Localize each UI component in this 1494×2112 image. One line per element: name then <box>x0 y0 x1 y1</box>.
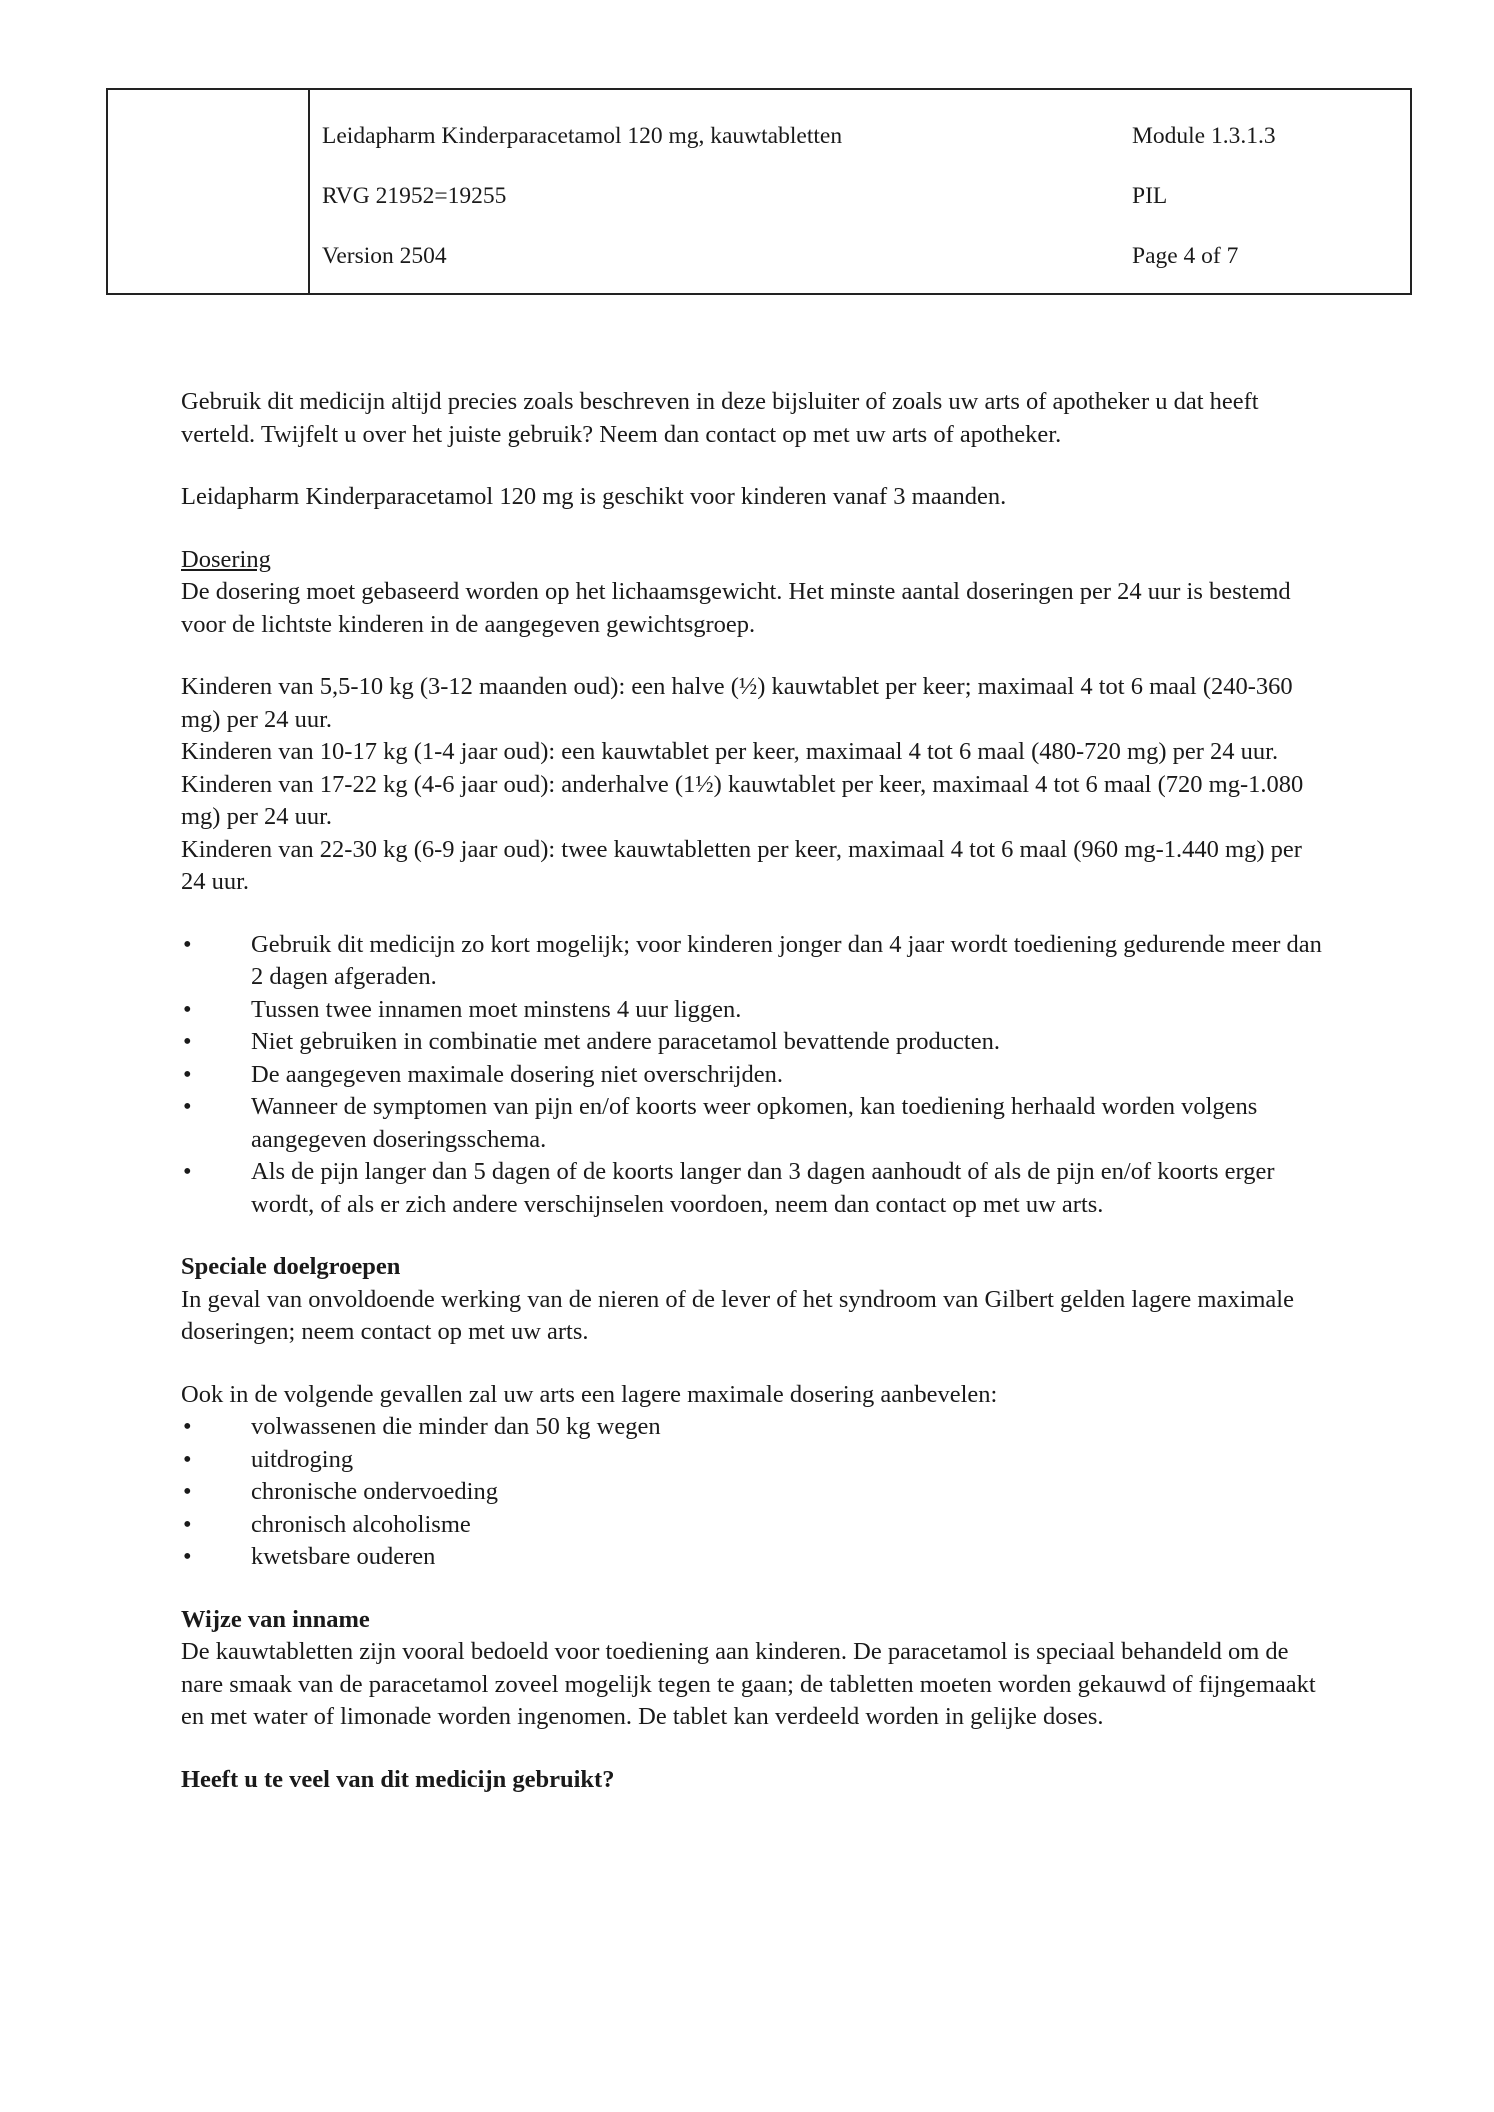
list-item-text: chronische ondervoeding <box>251 1478 498 1505</box>
bullet-icon: • <box>183 930 192 958</box>
lower-dose-list <box>181 1411 1331 1574</box>
pil-label: PIL <box>1132 183 1168 209</box>
list-item <box>181 1059 1331 1092</box>
lower-dose-intro: Ook in de volgende gevallen zal uw arts een lagere maximale dosering aanbevelen: <box>181 1380 998 1408</box>
dosering-heading: Dosering <box>181 545 271 573</box>
bullet-icon: • <box>183 1478 192 1505</box>
dosering-paragraph: De dosering moet gebaseerd worden op het lichaamsgewicht. Het minste aantal doseringen per 24 uur is bestemd voor de lichtste kinderen in de aangegeven gewichtsgroep. <box>181 578 1291 638</box>
list-item <box>181 994 1331 1027</box>
dose-list <box>181 671 1331 899</box>
rvg-number: RVG 21952=19255 <box>322 183 507 209</box>
wijze-heading: Wijze van inname <box>181 1605 370 1633</box>
list-item-text: volwassenen die minder dan 50 kg wegen <box>251 1413 661 1440</box>
list-item <box>181 1541 1331 1574</box>
speciale-paragraph: In geval van onvoldoende werking van de nieren of de lever of het syndroom van Gilbert gelden lagere maximale doseringen; neem contact op met uw arts. <box>181 1285 1294 1345</box>
list-item-text: Tussen twee innamen moet minstens 4 uur liggen. <box>251 995 742 1023</box>
bullet-icon: • <box>183 995 192 1023</box>
document-body <box>181 386 1331 1796</box>
list-item <box>181 1444 1331 1477</box>
overdose-heading: Heeft u te veel van dit medicijn gebruikt? <box>181 1765 615 1793</box>
bullet-icon: • <box>183 1543 192 1570</box>
product-title: Leidapharm Kinderparacetamol 120 mg, kauwtabletten <box>322 123 843 149</box>
list-item <box>181 1509 1331 1542</box>
list-item <box>181 1026 1331 1059</box>
list-item-text: Wanneer de symptomen van pijn en/of koorts weer opkomen, kan toediening herhaald worden volgens aangegeven doseringsschema. <box>251 1093 1258 1153</box>
module-label: Module 1.3.1.3 <box>1132 123 1276 149</box>
speciale-heading: Speciale doelgroepen <box>181 1253 401 1280</box>
header-divider <box>308 90 310 293</box>
list-item <box>181 1411 1331 1444</box>
list-item-text: Gebruik dit medicijn zo kort mogelijk; voor kinderen jonger dan 4 jaar wordt toediening gedurende meer dan 2 dagen afgeraden. <box>251 930 1322 990</box>
bullet-icon: • <box>183 1093 192 1120</box>
wijze-paragraph: De kauwtabletten zijn vooral bedoeld voor toediening aan kinderen. De paracetamol is speciaal behandeld om de nare smaak van de paracetamol zoveel mogelijk tegen te gaan; de tabletten moeten worden gekauwd of fijngemaakt en met water of limonade worden ingenomen. De tablet kan verdeeld worden in gelijke doses. <box>181 1638 1316 1730</box>
version-label: Version 2504 <box>322 243 447 269</box>
bullet-icon: • <box>183 1158 192 1185</box>
dose-item: Kinderen van 10-17 kg (1-4 jaar oud): een kauwtablet per keer, maximaal 4 tot 6 maal (480-720 mg) per 24 uur. <box>181 738 1279 765</box>
list-item-text: Als de pijn langer dan 5 dagen of de koorts langer dan 3 dagen aanhoudt of als de pijn en/of koorts erger wordt, of als er zich andere verschijnselen voordoen, neem dan contact op met uw arts. <box>251 1158 1275 1218</box>
bullet-icon: • <box>183 1028 192 1055</box>
list-item <box>181 1156 1331 1221</box>
bullet-icon: • <box>183 1445 192 1473</box>
list-item-text: De aangegeven maximale dosering niet overschrijden. <box>251 1060 783 1088</box>
list-item-text: Niet gebruiken in combinatie met andere paracetamol bevattende producten. <box>251 1028 1000 1055</box>
dose-item: Kinderen van 17-22 kg (4-6 jaar oud): anderhalve (1½) kauwtablet per keer, maximaal 4 tot 6 maal (720 mg-1.080 mg) per 24 uur. <box>181 770 1304 830</box>
bullet-icon: • <box>183 1060 192 1088</box>
list-item-text: chronisch alcoholisme <box>251 1510 471 1538</box>
page-number: Page 4 of 7 <box>1132 243 1239 269</box>
list-item <box>181 929 1331 994</box>
bullet-icon: • <box>183 1413 192 1440</box>
intro-paragraph: Gebruik dit medicijn altijd precies zoals beschreven in deze bijsluiter of zoals uw arts of apotheker u dat heeft verteld. Twijfelt u over het juiste gebruik? Neem dan contact op met uw arts of apotheker. <box>181 388 1259 448</box>
warnings-list <box>181 929 1331 1222</box>
dose-item: Kinderen van 5,5-10 kg (3-12 maanden oud): een halve (½) kauwtablet per keer; maximaal 4 tot 6 maal (240-360 mg) per 24 uur. <box>181 673 1293 733</box>
list-item-text: uitdroging <box>251 1445 354 1473</box>
dose-item: Kinderen van 22-30 kg (6-9 jaar oud): twee kauwtabletten per keer, maximaal 4 tot 6 maal (960 mg-1.440 mg) per 24 uur. <box>181 835 1302 895</box>
document-header <box>106 88 1412 295</box>
list-item <box>181 1091 1331 1156</box>
suitability-paragraph: Leidapharm Kinderparacetamol 120 mg is geschikt voor kinderen vanaf 3 maanden. <box>181 483 1007 510</box>
list-item-text: kwetsbare ouderen <box>251 1543 436 1570</box>
bullet-icon: • <box>183 1510 192 1538</box>
list-item <box>181 1476 1331 1509</box>
